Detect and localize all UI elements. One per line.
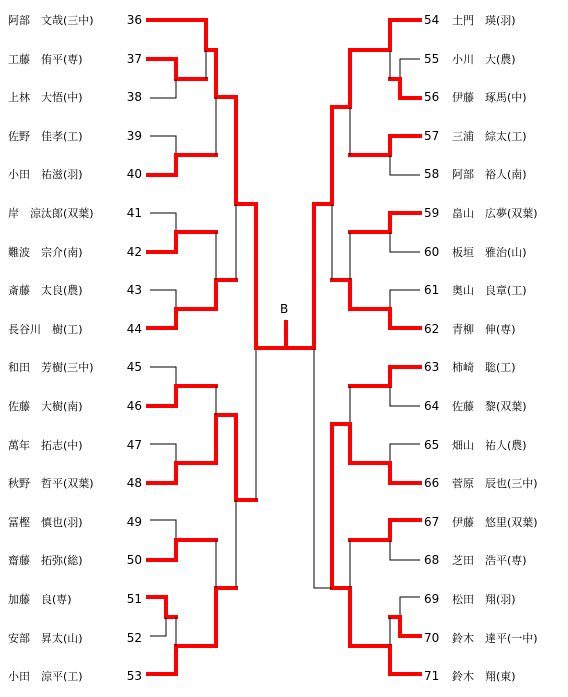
right-entry-number: 60 — [424, 244, 440, 259]
line-70-a — [390, 617, 420, 636]
line-48-a — [148, 463, 216, 483]
right-entry-name: 伊藤 悠里(双葉) — [452, 515, 538, 529]
line-43-a — [150, 290, 176, 309]
line-52-a — [150, 617, 166, 636]
left-entry-name: 小田 涼平(工) — [8, 670, 83, 684]
right-entry-number: 63 — [424, 360, 440, 375]
left-entry-name: 上林 大悟(中) — [8, 91, 83, 105]
right-entry-name: 芝田 浩平(専) — [452, 554, 527, 568]
line-66-b — [332, 424, 350, 588]
line-49-a — [150, 520, 176, 540]
line-56-a — [390, 79, 420, 98]
left-entry-number: 47 — [126, 437, 142, 452]
right-entry-number: 65 — [424, 437, 440, 452]
right-entry-name: 青柳 伸(専) — [452, 322, 516, 336]
left-entry-name: 長谷川 樹(工) — [8, 322, 83, 336]
left-entry-name: 萬年 拓志(中) — [8, 438, 83, 452]
right-entry-name: 阿部 裕人(南) — [452, 168, 527, 182]
line-45-a — [150, 367, 176, 386]
right-entry-number: 57 — [424, 128, 440, 143]
left-entry-name: 佐藤 大樹(南) — [8, 400, 83, 413]
right-entry-name: 板垣 雅治(山) — [452, 245, 527, 259]
left-entry-number: 36 — [126, 13, 142, 27]
line-71-a — [332, 588, 420, 674]
line-50-a — [148, 540, 216, 560]
line-68-a — [390, 540, 420, 560]
line-65-a — [390, 444, 420, 463]
right-entry-name: 伊藤 琢馬(中) — [452, 91, 527, 105]
line-44-a — [148, 309, 216, 328]
right-entry-name: 奥山 良章(工) — [452, 284, 527, 298]
left-entry-name: 加藤 良(専) — [8, 593, 72, 606]
right-entry-name: 柿崎 聡(工) — [452, 361, 516, 375]
left-entry-name: 岸 涼汰郎(双葉) — [8, 207, 94, 220]
right-entry-number: 56 — [424, 90, 440, 105]
line-59-a — [350, 213, 420, 232]
left-entry-number: 38 — [126, 90, 142, 105]
line-62-a — [350, 309, 420, 328]
line-55-a — [390, 59, 420, 79]
right-entry-number: 66 — [424, 476, 440, 491]
left-entry-name: 冨樫 慎也(羽) — [8, 515, 83, 529]
line-62-b — [332, 280, 350, 309]
line-42-a — [148, 232, 216, 252]
right-entry-number: 59 — [424, 206, 440, 220]
left-entry-number: 48 — [126, 476, 142, 491]
right-entry-name: 鈴木 達平(一中) — [452, 631, 538, 645]
line-44-b — [216, 280, 236, 309]
line-41-a — [150, 213, 176, 232]
line-57-a — [350, 136, 420, 155]
left-entry-name: 難波 宗介(南) — [8, 245, 83, 259]
left-entry-number: 45 — [126, 360, 142, 375]
right-entry-name: 小川 大(農) — [452, 52, 516, 66]
right-entry-number: 54 — [424, 13, 440, 27]
left-entry-number: 46 — [126, 399, 142, 413]
block-label: B — [280, 302, 289, 316]
line-40-a — [148, 155, 216, 175]
line-63-a — [350, 367, 420, 386]
line-final-b — [286, 322, 314, 348]
line-54-a — [332, 20, 420, 107]
line-66-a — [350, 463, 420, 483]
left-entry-name: 佐野 佳孝(工) — [8, 129, 83, 143]
right-entry-name: 土門 瑛(羽) — [452, 14, 516, 27]
left-entry-number: 51 — [126, 592, 142, 606]
line-46-a — [148, 386, 216, 406]
line-39-a — [150, 136, 176, 155]
left-entry-name: 和田 芳樹(三中) — [8, 361, 94, 375]
line-64-a — [390, 386, 420, 406]
left-entry-number: 49 — [126, 514, 142, 529]
right-entry-number: 58 — [424, 167, 440, 182]
line-51-a — [148, 597, 176, 617]
left-entry-name: 斎藤 太良(農) — [8, 284, 83, 298]
line-69-a — [390, 597, 420, 617]
line-61-a — [390, 290, 420, 309]
right-entry-name: 三浦 綜太(工) — [452, 129, 527, 143]
left-entry-number: 37 — [126, 51, 142, 66]
left-entry-name: 齋藤 拓弥(総) — [8, 554, 83, 568]
left-entry-number: 42 — [126, 244, 142, 259]
right-entry-name: 佐藤 黎(双葉) — [452, 400, 527, 413]
right-entry-number: 61 — [424, 283, 440, 298]
left-entry-number: 50 — [126, 553, 142, 568]
line-67-a — [350, 520, 420, 540]
line-53-a — [148, 588, 236, 674]
right-entry-name: 畠山 広夢(双葉) — [452, 207, 538, 220]
left-entry-name: 秋野 哲平(双葉) — [8, 477, 94, 491]
left-entry-number: 44 — [126, 321, 142, 336]
right-entry-number: 55 — [424, 51, 440, 66]
line-54-b — [314, 107, 332, 348]
left-entry-name: 阿部 文哉(三中) — [8, 14, 94, 27]
left-entry-number: 52 — [126, 630, 142, 645]
right-entry-number: 68 — [424, 553, 440, 568]
left-entry-name: 安部 昇太(山) — [8, 631, 83, 645]
line-47-a — [150, 444, 176, 463]
line-37-a — [148, 59, 206, 79]
right-entry-number: 64 — [424, 399, 440, 413]
left-entry-name: 小田 祐滋(羽) — [8, 168, 83, 182]
right-entry-number: 69 — [424, 592, 440, 606]
right-entry-name: 菅原 辰也(三中) — [452, 477, 538, 491]
line-right-lower — [314, 348, 332, 588]
right-entry-number: 62 — [424, 321, 440, 336]
right-entry-number: 70 — [424, 630, 440, 645]
line-48-b — [216, 415, 256, 500]
left-entry-number: 53 — [126, 669, 142, 684]
right-entry-name: 松田 翔(羽) — [452, 593, 516, 606]
right-entry-number: 67 — [424, 514, 440, 529]
left-entry-number: 39 — [126, 128, 142, 143]
right-entry-name: 畑山 祐人(農) — [452, 438, 527, 452]
line-58-a — [390, 155, 420, 175]
right-entry-number: 71 — [424, 669, 440, 684]
left-entry-number: 43 — [126, 283, 142, 298]
line-38-a — [150, 79, 176, 98]
line-60-a — [390, 232, 420, 252]
left-entry-number: 40 — [126, 167, 142, 182]
left-entry-name: 工藤 侑平(専) — [8, 52, 83, 66]
line-36-b — [236, 97, 256, 348]
right-entry-name: 鈴木 翔(東) — [452, 670, 516, 684]
left-entry-number: 41 — [126, 206, 142, 220]
